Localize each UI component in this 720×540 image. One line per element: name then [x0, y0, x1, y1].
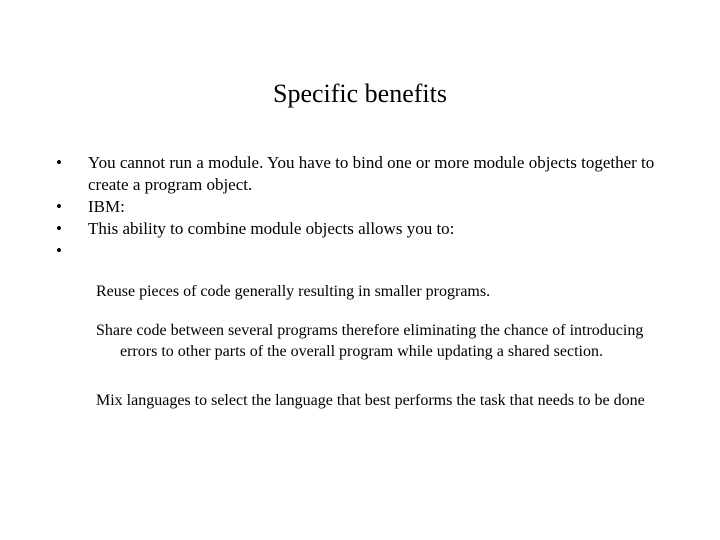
sub-item-share: Share code between several programs therefore eliminating the chance of introducing errors to other parts of the overall program while updating a shared section.	[96, 322, 644, 360]
bullet-text: IBM:	[88, 197, 125, 216]
bullet-item-empty	[56, 240, 656, 262]
bullet-text: You cannot run a module. You have to bind one or more module objects together to create a program object.	[88, 153, 655, 194]
bullet-item	[56, 196, 656, 218]
sub-item-reuse: Reuse pieces of code generally resulting in smaller programs.	[96, 283, 491, 300]
bullet-item	[56, 218, 656, 240]
bullet-item	[56, 152, 656, 196]
bullet-marker: •	[56, 197, 62, 216]
bullet-list	[56, 152, 656, 262]
sub-item-list	[96, 281, 676, 411]
sub-item-mix: Mix languages to select the language that best performs the task that needs to be done	[96, 392, 645, 409]
bullet-marker: •	[56, 219, 62, 238]
bullet-marker: •	[56, 153, 62, 172]
bullet-marker: •	[56, 241, 62, 260]
slide-title: Specific benefits	[273, 79, 447, 108]
bullet-text: This ability to combine module objects allows you to:	[88, 219, 455, 238]
